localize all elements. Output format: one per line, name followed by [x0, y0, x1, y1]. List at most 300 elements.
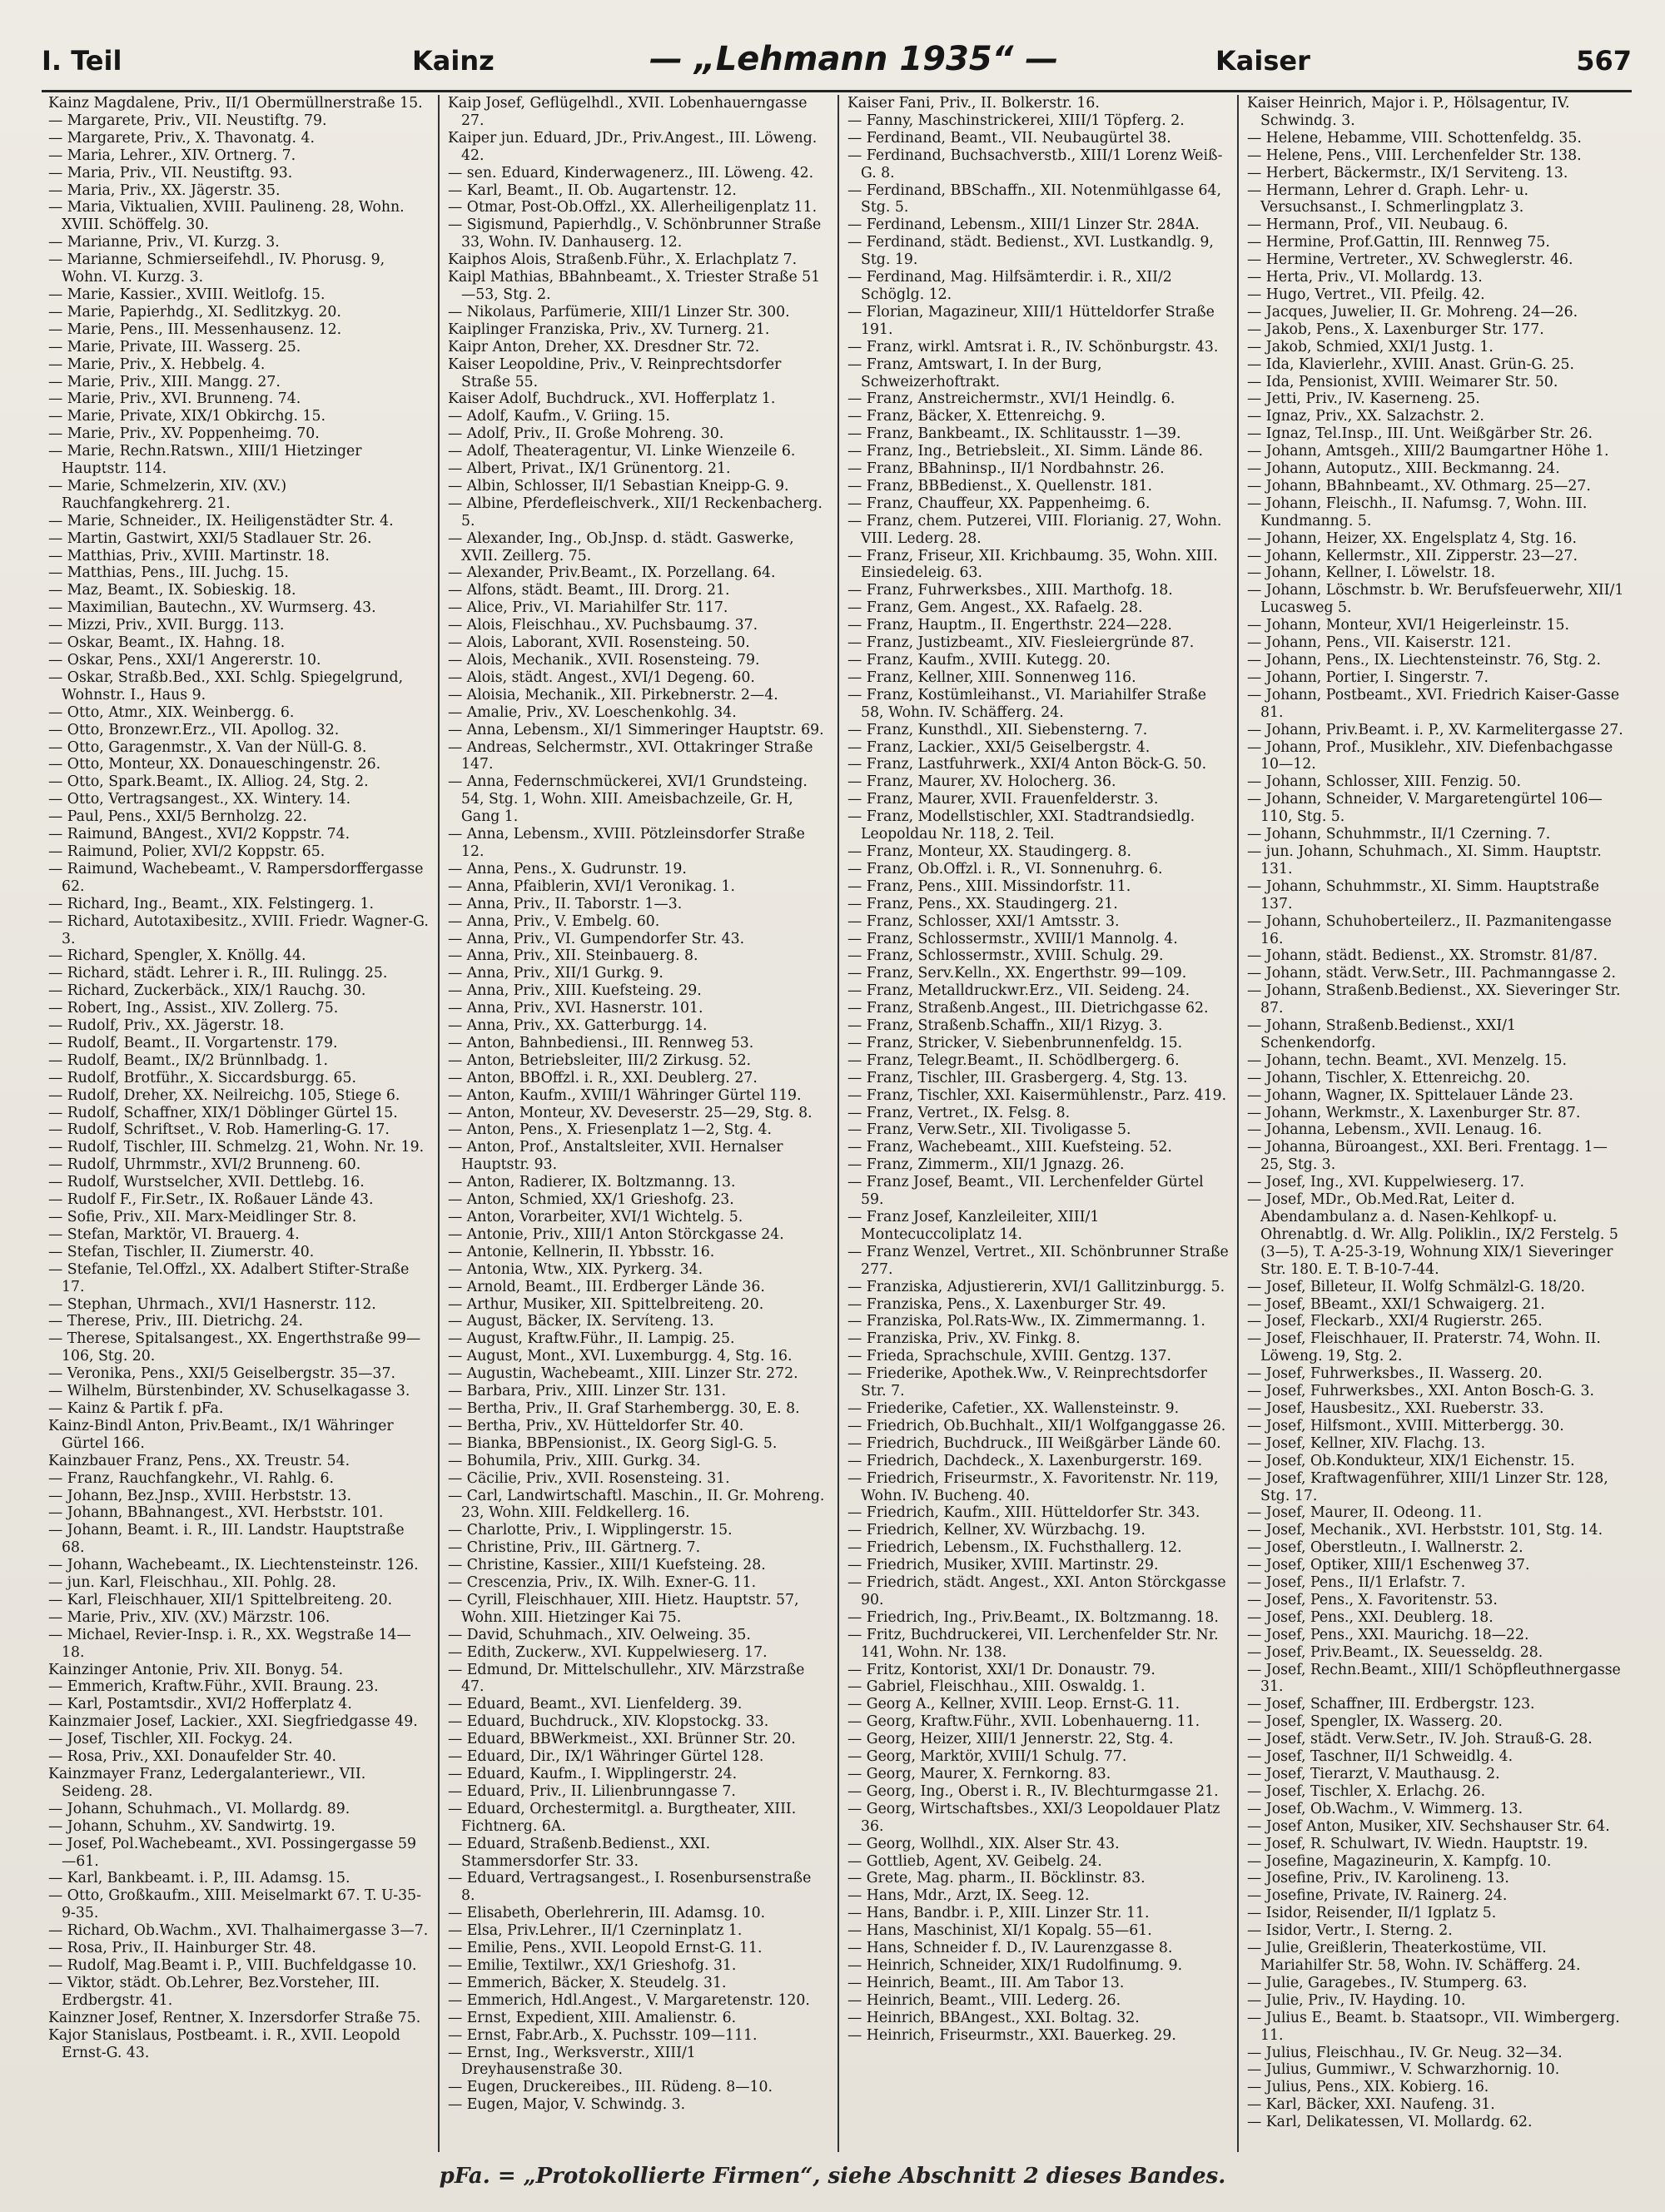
directory-entry: — Franz, Ing., Betriebsleit., XI. Simm. Lände 86.: [847, 443, 1203, 460]
directory-entry: — Bertha, Priv., II. Graf Starhembergg. 30, E. 8.: [448, 1399, 800, 1417]
directory-entry: — Ferdinand, Buchsachverstb., XIII/1 Lorenz Weiß-G. 8.: [847, 147, 1223, 181]
directory-entry: — Matthias, Pens., III. Juchg. 15.: [48, 564, 289, 582]
directory-entry: — Otto, Garagenmstr., X. Van der Nüll-G. 8.: [48, 738, 367, 756]
directory-entry: — Ferdinand, BBSchaffn., XII. Notenmühlgasse 64, Stg. 5.: [847, 181, 1221, 216]
directory-entry: — Josef, Schaffner, III. Erdbergstr. 123.: [1247, 1696, 1535, 1713]
directory-entry: — Johann, Postbeamt., XVI. Friedrich Kaiser-Gasse 81.: [1247, 686, 1620, 721]
directory-entry: — Michael, Revier-Insp. i. R., XX. Wegstraße 14—18.: [48, 1626, 411, 1661]
directory-entry: — jun. Johann, Schuhmach., XI. Simm. Hauptstr. 131.: [1247, 843, 1602, 877]
directory-entry: — Anton, Betriebsleiter, III/2 Zirkusg. 52.: [448, 1051, 752, 1069]
directory-entry: — Franz, Anstreichermstr., XVI/1 Heindlg. 6.: [847, 390, 1175, 408]
directory-entry: — Rudolf, Beamt., IX/2 Brünnlbadg. 1.: [48, 1051, 328, 1069]
directory-entry: — Emmerich, Kraftw.Führ., XVII. Braung. 23.: [48, 1678, 379, 1696]
directory-entry: — Franz, Chauffeur, XX. Pappenheimg. 6.: [847, 495, 1151, 512]
directory-entry: — Georg, Kraftw.Führ., XVII. Lobenhauerng. 11.: [847, 1713, 1200, 1731]
directory-entry: — Margarete, Priv., VII. Neustiftg. 79.: [48, 112, 327, 129]
directory-entry: — Maria, Viktualien, XVIII. Paulineng. 28, Wohn. XVIII. Schöffelg. 30.: [48, 199, 405, 234]
directory-entry: — Bohumila, Priv., XIII. Gurkg. 34.: [448, 1452, 701, 1469]
directory-entry: — Stefan, Marktör, VI. Brauerg. 4.: [48, 1225, 300, 1243]
page-number: 567: [1576, 45, 1632, 77]
directory-entry: — Rudolf, Tischler, III. Schmelzg. 21, Wohn. Nr. 19.: [48, 1139, 425, 1156]
directory-entry: — Franz, Justizbeamt., XIV. Fiesleiergründe 87.: [847, 634, 1195, 652]
directory-entry: — Antonie, Kellnerin, II. Ybbsstr. 16.: [448, 1243, 715, 1260]
directory-entry: Kainz-Bindl Anton, Priv.Beamt., IX/1 Währinger Gürtel 166.: [48, 1417, 394, 1452]
directory-entry: — Nikolaus, Parfümerie, XIII/1 Linzer Str. 300.: [448, 303, 790, 321]
directory-entry: — Julie, Greißlerin, Theaterkostüme, VII. Mariahilfer Str. 58, Wohn. IV. Schäfferg. 24.: [1247, 1940, 1581, 1974]
directory-columns: [40, 95, 1637, 2152]
directory-entry: — Adolf, Kaufm., V. Griing. 15.: [448, 408, 670, 425]
directory-entry: — Johann, Monteur, XVI/1 Heigerleinstr. 15.: [1247, 617, 1570, 634]
directory-entry: — Julius E., Beamt. b. Staatsopr., VII. Wimbergerg. 11.: [1247, 2009, 1620, 2044]
directory-entry: — Franz, Tischler, XXI. Kaisermühlenstr., Parz. 419.: [847, 1086, 1227, 1104]
directory-entry: Kaiper jun. Eduard, JDr., Priv.Angest., III. Löweng. 42.: [448, 129, 818, 164]
directory-entry: Kainzbauer Franz, Pens., XX. Treustr. 54.: [48, 1452, 350, 1469]
directory-entry: — Heinrich, Schneider, XIX/1 Rudolfinumg. 9.: [847, 1956, 1183, 1974]
directory-entry: — Franz, Telegr.Beamt., II. Schödlbergerg. 6.: [847, 1051, 1180, 1069]
directory-entry: — Fritz, Kontorist, XXI/1 Dr. Donaustr. 79.: [847, 1661, 1156, 1678]
directory-entry: — Johann, Portier, I. Singerstr. 7.: [1247, 669, 1489, 686]
directory-entry: — Johann, BBahnangest., XVI. Herbststr. 101.: [48, 1504, 384, 1522]
directory-entry: — Arthur, Musiker, XII. Spittelbreiteng. 20.: [448, 1295, 764, 1313]
directory-entry: — Franz, Kunsthdl., XII. Siebensterng. 7.: [847, 721, 1148, 738]
directory-entry: — Josef, Tischler, XII. Fockyg. 24.: [48, 1731, 293, 1748]
directory-entry: — Josef, BBeamt., XXI/1 Schwaigerg. 21.: [1247, 1295, 1545, 1313]
directory-entry: — Franz, Rauchfangkehr., VI. Rahlg. 6.: [48, 1469, 334, 1487]
directory-entry: — Antonie, Priv., XIII/1 Anton Störckgasse 24.: [448, 1225, 784, 1243]
directory-entry: — Johann, Fleischh., II. Nafumsg. 7, Wohn. III. Kundmanng. 5.: [1247, 495, 1588, 529]
directory-entry: Kainzmayer Franz, Ledergalanteriewr., VII. Seideng. 28.: [48, 1766, 366, 1800]
directory-entry: — Franz, chem. Putzerei, VIII. Florianig. 27, Wohn. VIII. Lederg. 28.: [847, 512, 1222, 547]
directory-entry: — August, Mont., XVI. Luxemburgg. 4, Stg. 16.: [448, 1348, 793, 1365]
directory-entry: — Josef, Pens., II/1 Erlafstr. 7.: [1247, 1574, 1466, 1592]
directory-entry: — Johann, Amtsgeh., XIII/2 Baumgartner Höhe 1.: [1247, 443, 1609, 460]
directory-entry: — Elisabeth, Oberlehrerin, III. Adamsg. 10.: [448, 1905, 766, 1922]
column-3: [839, 95, 1239, 2152]
directory-entry: — Franz, Pens., XIII. Missindorfstr. 11.: [847, 877, 1131, 895]
directory-entry: — Maria, Priv., XX. Jägerstr. 35.: [48, 181, 281, 199]
directory-entry: — Franz, Metalldruckwr.Erz., VII. Seideng. 24.: [847, 982, 1190, 1000]
directory-entry: — Richard, Autotaxibesitz., XVIII. Friedr. Wagner-G. 3.: [48, 912, 429, 947]
directory-entry: — Hans, Maschinist, XI/1 Kopalg. 55—61.: [847, 1922, 1152, 1940]
directory-entry: — Josef, Hilfsmont., XVIII. Mitterbergg. 30.: [1247, 1417, 1564, 1434]
directory-entry: — Georg, Marktör, XVIII/1 Schulg. 77.: [847, 1748, 1127, 1766]
directory-entry: — Anna, Priv., XIII. Kuefsteing. 29.: [448, 982, 702, 1000]
directory-entry: — Georg A., Kellner, XVIII. Leop. Ernst-G. 11.: [847, 1696, 1180, 1713]
directory-entry: — Eduard, Dir., IX/1 Währinger Gürtel 128.: [448, 1748, 764, 1766]
directory-entry: — Franz, Tischler, III. Grasbergerg. 4, Stg. 13.: [847, 1069, 1188, 1086]
directory-entry: — Anna, Priv., XVI. Hasnerstr. 101.: [448, 1000, 703, 1017]
directory-entry: Kainzner Josef, Rentner, X. Inzersdorfer Straße 75.: [48, 2009, 421, 2026]
directory-entry: — Marianne, Schmierseifehdl., IV. Phorusg. 9, Wohn. VI. Kurzg. 3.: [48, 251, 385, 286]
directory-entry: — Johann, Schuhoberteilerz., II. Pazmanitengasse 16.: [1247, 912, 1612, 947]
directory-entry: — Augustin, Wachebeamt., XIII. Linzer Str. 272.: [448, 1365, 798, 1383]
directory-entry: — Alois, Fleischhau., XV. Puchsbaumg. 37.: [448, 617, 758, 634]
directory-entry: — Marie, Priv., X. Hebbelg. 4.: [48, 355, 266, 373]
directory-entry: — Anna, Priv., V. Embelg. 60.: [448, 912, 660, 930]
directory-entry: Kajor Stanislaus, Postbeamt. i. R., XVII. Leopold Ernst-G. 43.: [48, 2026, 400, 2061]
directory-entry: — Rosa, Priv., II. Hainburger Str. 48.: [48, 1940, 316, 1957]
directory-entry: — Isidor, Reisender, II/1 Igplatz 5.: [1247, 1905, 1497, 1922]
directory-entry: — Georg, Wollhdl., XIX. Alser Str. 43.: [847, 1835, 1120, 1852]
directory-entry: — Gottlieb, Agent, XV. Geibelg. 24.: [847, 1852, 1102, 1870]
directory-entry: — Alois, Laborant, XVII. Rosensteing. 50.: [448, 634, 750, 652]
directory-entry: — Josef, MDr., Ob.Med.Rat, Leiter d. Abendambulanz a. d. Nasen-Kehlkopf- u. Ohrenabtlg. d. Wr. Allg. Poliklin., IX/2 Ferstelg. 5 (3—5), T. A-25-3-19, Wohnung XIX/1 Sieveringer Str. 180. E. T. B-10-7-44.: [1247, 1191, 1618, 1278]
directory-entry: — Emmerich, Bäcker, X. Steudelg. 31.: [448, 1974, 727, 1991]
directory-entry: — Anna, Pfaiblerin, XVI/1 Veronikag. 1.: [448, 877, 736, 895]
directory-entry: — Rosa, Priv., XXI. Donaufelder Str. 40.: [48, 1748, 337, 1766]
directory-entry: — Johann, Schuhmmstr., XI. Simm. Hauptstraße 137.: [1247, 877, 1600, 912]
directory-entry: — Franz, Vertret., IX. Felsg. 8.: [847, 1104, 1071, 1121]
directory-entry: — August, Kraftw.Führ., II. Lampig. 25.: [448, 1330, 735, 1348]
directory-entry: — Marie, Kassier., XVIII. Weitlofg. 15.: [48, 286, 326, 303]
left-running-name: Kainz: [412, 45, 495, 77]
directory-entry: Kaiser Adolf, Buchdruck., XVI. Hofferplatz 1.: [448, 390, 776, 408]
directory-entry: — Josef, Fleischhauer, II. Praterstr. 74, Wohn. II. Löweng. 19, Stg. 2.: [1247, 1330, 1601, 1365]
directory-entry: Kaiser Fani, Priv., II. Bolkerstr. 16.: [847, 95, 1100, 112]
directory-entry: — Rudolf, Schriftset., V. Rob. Hamerling-G. 17.: [48, 1121, 390, 1139]
directory-entry: — Franz, Bäcker, X. Ettenreichg. 9.: [847, 408, 1106, 425]
directory-entry: — Franziska, Priv., XV. Finkg. 8.: [847, 1330, 1081, 1348]
directory-entry: — Eugen, Major, V. Schwindg. 3.: [448, 2096, 686, 2114]
directory-entry: — Franz, Straßenb.Schaffn., XII/1 Rizyg. 3.: [847, 1017, 1163, 1035]
directory-entry: — Stefanie, Tel.Offzl., XX. Adalbert Stifter-Straße 17.: [48, 1260, 410, 1295]
directory-entry: — Hugo, Vertret., VII. Pfeilg. 42.: [1247, 286, 1485, 303]
directory-entry: — Frieda, Sprachschule, XVIII. Gentzg. 137.: [847, 1348, 1171, 1365]
directory-entry: — Wilhelm, Bürstenbinder, XV. Schuselkagasse 3.: [48, 1383, 410, 1400]
directory-entry: — Rudolf, Brotführ., X. Siccardsburgg. 65.: [48, 1069, 357, 1086]
directory-entry: — Franziska, Adjustiererin, XVI/1 Gallitzinburgg. 5.: [847, 1278, 1225, 1295]
directory-entry: — Josef, Rechn.Beamt., XIII/1 Schöpfleuthnergasse 31.: [1247, 1661, 1621, 1696]
directory-entry: — Johann, Schlosser, XIII. Fenzig. 50.: [1247, 773, 1522, 791]
directory-entry: — Jakob, Schmied, XXI/1 Justg. 1.: [1247, 338, 1494, 355]
directory-entry: — Rudolf, Dreher, XX. Neilreichg. 105, Stiege 6.: [48, 1086, 400, 1104]
directory-entry: — Marianne, Priv., VI. Kurzg. 3.: [48, 234, 280, 251]
directory-entry: — Franz, BBahninsp., II/1 Nordbahnstr. 26.: [847, 460, 1165, 478]
directory-entry: — Hans, Bandbr. i. P., XIII. Linzer Str. 11.: [847, 1905, 1150, 1922]
directory-entry: — Fanny, Maschinstrickerei, XIII/1 Töpferg. 2.: [847, 112, 1185, 129]
directory-entry: — August, Bäcker, IX. Servíteng. 13.: [448, 1313, 714, 1330]
directory-entry: — Johann, Straßenb.Bedienst., XX. Sieveringer Str. 87.: [1247, 982, 1621, 1017]
directory-entry: — Anton, Kaufm., XVIII/1 Währinger Gürtel 119.: [448, 1086, 802, 1104]
directory-entry: — Franz, Gem. Angest., XX. Rafaelg. 28.: [847, 599, 1143, 617]
directory-entry: — Anna, Lebensm., XVIII. Pötzleinsdorfer Straße 12.: [448, 826, 805, 860]
directory-entry: — Josef, Fleckarb., XXI/4 Rugierstr. 265.: [1247, 1313, 1543, 1330]
directory-entry: — Ida, Klavierlehr., XVIII. Anast. Grün-G. 25.: [1247, 355, 1574, 373]
directory-entry: — Josef, Ob.Wachm., V. Wimmerg. 13.: [1247, 1800, 1523, 1817]
directory-entry: — Franz, Schlossermstr., XVIII. Schulg. 29.: [847, 947, 1164, 965]
directory-entry: — Heinrich, Beamt., III. Am Tabor 13.: [847, 1974, 1125, 1991]
directory-entry: — Julius, Pens., XIX. Kobierg. 16.: [1247, 2079, 1489, 2096]
directory-entry: — Herta, Priv., VI. Mollardg. 13.: [1247, 269, 1483, 286]
directory-entry: — Hermann, Prof., VII. Neubaug. 6.: [1247, 216, 1508, 234]
directory-entry: — Anna, Priv., II. Taborstr. 1—3.: [448, 895, 683, 912]
directory-entry: — Alice, Priv., VI. Mariahilfer Str. 117.: [448, 599, 728, 617]
directory-entry: — Martin, Gastwirt, XXI/5 Stadlauer Str. 26.: [48, 529, 372, 547]
directory-entry: — Josef, Fuhrwerksbes., XXI. Anton Bosch-G. 3.: [1247, 1383, 1595, 1400]
directory-entry: — Marie, Private, XIX/1 Obkirchg. 15.: [48, 408, 326, 425]
directory-entry: — Anna, Pens., X. Gudrunstr. 19.: [448, 860, 687, 877]
column-1: [40, 95, 440, 2152]
directory-entry: — Charlotte, Priv., I. Wipplingerstr. 15.: [448, 1522, 733, 1539]
directory-entry: — Marie, Pens., III. Messenhausenz. 12.: [48, 321, 342, 338]
directory-entry: — Franz, wirkl. Amtsrat i. R., IV. Schönburgstr. 43.: [847, 338, 1219, 355]
directory-entry: — Josef, Tierarzt, V. Mauthausg. 2.: [1247, 1766, 1500, 1782]
directory-entry: — sen. Eduard, Kinderwagenerz., III. Löweng. 42.: [448, 164, 814, 181]
directory-entry: — Raimund, Polier, XVI/2 Koppstr. 65.: [48, 843, 326, 860]
directory-entry: — Friedrich, Dachdeck., X. Laxenburgerstr. 169.: [847, 1452, 1203, 1469]
directory-entry: — Richard, Zuckerbäck., XIX/1 Rauchg. 30.: [48, 982, 366, 1000]
directory-entry: — Albine, Pferdefleischverk., XII/1 Reckenbacherg. 5.: [448, 495, 823, 529]
directory-entry: — Franz, Hauptm., II. Engerthstr. 224—228.: [847, 617, 1172, 634]
directory-entry: — Franz Wenzel, Vertret., XII. Schönbrunner Straße 277.: [847, 1243, 1229, 1278]
directory-entry: — Eduard, BBWerkmeist., XXI. Brünner Str. 20.: [448, 1731, 796, 1748]
directory-entry: — Friedrich, Buchdruck., III Weißgärber Lände 60.: [847, 1434, 1221, 1452]
directory-entry: — Hans, Schneider f. D., IV. Laurenzgasse 8.: [847, 1940, 1173, 1957]
directory-entry: — Friedrich, Lebensm., IX. Fuchsthallerg. 12.: [847, 1539, 1182, 1557]
directory-entry: — Franz, Bankbeamt., IX. Schlitausstr. 1—39.: [847, 425, 1181, 443]
directory-entry: — Franz, BBBedienst., X. Quellenstr. 181.: [847, 477, 1152, 495]
directory-entry: — Franz, Verw.Setr., XII. Tivoligasse 5.: [847, 1121, 1131, 1139]
directory-entry: — Johann, Schneider, V. Margaretengürtel 106—110, Stg. 5.: [1247, 791, 1603, 826]
directory-entry: Kainzinger Antonie, Priv. XII. Bonyg. 54.: [48, 1661, 344, 1678]
directory-entry: — Franz, Wachebeamt., XIII. Kuefsteing. 52.: [847, 1139, 1172, 1156]
directory-entry: — Franz, Fuhrwerksbes., XIII. Marthofg. 18.: [847, 582, 1173, 599]
directory-entry: — Friedrich, Musiker, XVIII. Martinstr. 29.: [847, 1557, 1159, 1574]
directory-entry: — Richard, Ing., Beamt., XIX. Felstingerg. 1.: [48, 895, 375, 912]
directory-entry: — Franz, Zimmerm., XII/1 Jgnazg. 26.: [847, 1156, 1125, 1174]
directory-entry: — Alexander, Priv.Beamt., IX. Porzellang. 64.: [448, 564, 776, 582]
directory-entry: — Albin, Schlosser, II/1 Sebastian Kneipp-G. 9.: [448, 477, 789, 495]
directory-entry: — Josef, Optiker, XIII/1 Eschenweg 37.: [1247, 1557, 1530, 1574]
directory-entry: — Franziska, Pens., X. Laxenburger Str. 49.: [847, 1295, 1166, 1313]
directory-entry: — Crescenzia, Priv., IX. Wilh. Exner-G. 11.: [448, 1574, 757, 1592]
directory-entry: — Rudolf, Priv., XX. Jägerstr. 18.: [48, 1017, 285, 1035]
directory-entry: — Maria, Priv., VII. Neustiftg. 93.: [48, 164, 293, 181]
directory-entry: — Franz, Schlossermstr., XVIII/1 Mannolg. 4.: [847, 930, 1178, 947]
column-2: [440, 95, 839, 2152]
directory-entry: — Johann, Autoputz., XIII. Beckmanng. 24.: [1247, 460, 1560, 478]
directory-entry: — Johann, Heizer, XX. Engelsplatz 4, Stg. 16.: [1247, 529, 1578, 547]
directory-entry: — Marie, Schneider., IX. Heiligenstädter Str. 4.: [48, 512, 394, 529]
directory-entry: — Aloisia, Mechanik., XII. Pirkebnerstr. 2—4.: [448, 686, 778, 703]
directory-entry: — Franz Josef, Kanzleileiter, XIII/1 Montecuccoliplatz 14.: [847, 1209, 1100, 1243]
directory-entry: — Oskar, Straßb.Bed., XXI. Schlg. Spiegelgrund, Wohnstr. I., Haus 9.: [48, 669, 404, 703]
directory-entry: — Johann, Kellermstr., XII. Zipperstr. 23—27.: [1247, 547, 1578, 564]
directory-entry: — Franz, Schlosser, XXI/1 Amtsstr. 3.: [847, 912, 1120, 930]
directory-entry: — Marie, Schmelzerin, XIV. (XV.) Rauchfangkehrerg. 21.: [48, 477, 287, 512]
directory-entry: — Josef, R. Schulwart, IV. Wiedn. Hauptstr. 19.: [1247, 1835, 1588, 1852]
directory-title: — „Lehmann 1935“ —: [649, 40, 1059, 78]
directory-entry: — Georg, Wirtschaftsbes., XXI/3 Leopoldauer Platz 36.: [847, 1800, 1220, 1835]
directory-entry: — Hermine, Prof.Gattin, III. Rennweg 75.: [1247, 234, 1550, 251]
directory-entry: — Franziska, Pol.Rats-Ww., IX. Zimmermanng. 1.: [847, 1313, 1205, 1330]
directory-entry: — Cyrill, Fleischhauer, XIII. Hietz. Hauptstr. 57, Wohn. XIII. Hietzinger Kai 75.: [448, 1591, 799, 1626]
directory-entry: — Karl, Fleischhauer, XII/1 Spittelbreiteng. 20.: [48, 1591, 393, 1608]
directory-entry: — Albert, Privat., IX/1 Grünentorg. 21.: [448, 460, 731, 478]
directory-entry: — Josefine, Priv., IV. Karolineng. 13.: [1247, 1870, 1509, 1887]
directory-entry: — Georg, Heizer, XIII/1 Jennerstr. 22, Stg. 4.: [847, 1731, 1174, 1748]
directory-entry: — Robert, Ing., Assist., XIV. Zollerg. 75.: [48, 1000, 339, 1017]
directory-entry: — Cäcilie, Priv., XVII. Rosensteing. 31.: [448, 1469, 730, 1487]
directory-entry: — Jetti, Priv., IV. Kaserneng. 25.: [1247, 390, 1480, 408]
column-4: [1239, 95, 1637, 2152]
directory-entry: — Oskar, Pens., XXI/1 Angererstr. 10.: [48, 652, 321, 669]
directory-entry: — Josef, Kraftwagenführer, XIII/1 Linzer Str. 128, Stg. 17.: [1247, 1469, 1608, 1504]
directory-entry: — Ernst, Expedient, XIII. Amalienstr. 6.: [448, 2009, 737, 2026]
directory-entry: — Josef, Oberstleutn., I. Wallnerstr. 2.: [1247, 1539, 1523, 1557]
directory-entry: — Maria, Lehrer., XIV. Ortnerg. 7.: [48, 147, 296, 164]
directory-entry: — Anna, Priv., XX. Gatterburgg. 14.: [448, 1017, 708, 1035]
directory-entry: — Jakob, Pens., X. Laxenburger Str. 177.: [1247, 321, 1544, 338]
directory-entry: — Rudolf, Wurstselcher, XVII. Dettlebg. 16.: [48, 1174, 365, 1191]
directory-entry: — Josef, Pens., XXI. Deublerg. 18.: [1247, 1608, 1494, 1626]
directory-entry: — Johann, Pens., IX. Liechtensteinstr. 76, Stg. 2.: [1247, 652, 1601, 669]
directory-entry: — Anna, Priv., XII/1 Gurkg. 9.: [448, 965, 664, 982]
directory-entry: — Johann, Löschmstr. b. Wr. Berufsfeuerwehr, XII/1 Lucasweg 5.: [1247, 582, 1624, 617]
directory-entry: — Otto, Monteur, XX. Donaueschingenstr. 26.: [48, 756, 381, 773]
directory-entry: Kaiplinger Franziska, Priv., XV. Turnerg. 21.: [448, 321, 770, 338]
directory-entry: — Emilie, Textilwr., XX/1 Grieshofg. 31.: [448, 1956, 737, 1974]
directory-entry: — Eduard, Straßenb.Bedienst., XXI. Stammersdorfer Str. 33.: [448, 1835, 711, 1870]
directory-entry: — Rudolf F., Fir.Setr., IX. Roßauer Lände 43.: [48, 1191, 374, 1209]
directory-entry: — Kainz & Partik f. pFa.: [48, 1399, 224, 1417]
directory-entry: — Josef, Pol.Wachebeamt., XVI. Possingergasse 59—61.: [48, 1835, 417, 1870]
directory-entry: — Elsa, Priv.Lehrer., II/1 Czerninplatz 1.: [448, 1922, 743, 1940]
directory-entry: — Adolf, Theateragentur, VI. Linke Wienzeile 6.: [448, 443, 796, 460]
directory-entry: — Johann, Straßenb.Bedienst., XXI/1 Schenkendorfg.: [1247, 1017, 1517, 1051]
directory-entry: — Karl, Bankbeamt. i. P., III. Adamsg. 15.: [48, 1870, 350, 1887]
directory-entry: — Amalie, Priv., XV. Loeschenkohlg. 34.: [448, 703, 737, 721]
directory-entry: — Heinrich, Friseurmstr., XXI. Bauerkeg. 29.: [847, 2026, 1176, 2044]
directory-entry: — Marie, Priv., XIV. (XV.) Märzstr. 106.: [48, 1608, 331, 1626]
directory-entry: — Anton, Radierer, IX. Boltzmanng. 13.: [448, 1174, 736, 1191]
directory-entry: — Otto, Bronzewr.Erz., VII. Apollog. 32.: [48, 721, 340, 738]
directory-entry: — Anna, Federnschmückerei, XVI/1 Grundsteing. 54, Stg. 1, Wohn. XIII. Ameisbachzeile, Gr. H, Gang 1.: [448, 773, 808, 826]
directory-entry: — Johann, Tischler, X. Ettenreichg. 20.: [1247, 1069, 1531, 1086]
directory-entry: — Fritz, Buchdruckerei, VII. Lerchenfelder Str. Nr. 141, Wohn. Nr. 138.: [847, 1626, 1219, 1661]
directory-entry: — Matthias, Priv., XVIII. Martinstr. 18.: [48, 547, 330, 564]
directory-entry: — Friedrich, Friseurmstr., X. Favoritenstr. Nr. 119, Wohn. IV. Bucheng. 40.: [847, 1469, 1219, 1504]
directory-entry: — Oskar, Beamt., IX. Hahng. 18.: [48, 634, 286, 652]
page-header: [42, 40, 1632, 92]
directory-entry: Kaip Josef, Geflügelhdl., XVII. Lobenhauerngasse 27.: [448, 95, 808, 129]
directory-entry: — Josefine, Private, IV. Rainerg. 24.: [1247, 1887, 1508, 1905]
directory-entry: Kaiphos Alois, Straßenb.Führ., X. Erlachplatz 7.: [448, 251, 798, 269]
directory-entry: — Therese, Priv., III. Dietrichg. 24.: [48, 1313, 303, 1330]
directory-entry: — Friedrich, Ing., Priv.Beamt., IX. Boltzmanng. 18.: [847, 1608, 1219, 1626]
directory-entry: — Isidor, Vertr., I. Sterng. 2.: [1247, 1922, 1453, 1940]
directory-entry: — Franz, Maurer, XV. Holocherg. 36.: [847, 773, 1116, 791]
directory-entry: — Anton, Bahnbediensi., III. Rennweg 53.: [448, 1034, 754, 1051]
directory-entry: — Johann, Wachebeamt., IX. Liechtensteinstr. 126.: [48, 1557, 419, 1574]
directory-entry: — Franz, Pens., XX. Staudingerg. 21.: [847, 895, 1118, 912]
directory-entry: — Herbert, Bäckermstr., IX/1 Serviteng. 13.: [1247, 164, 1568, 181]
directory-entry: — Anton, BBOffzl. i. R., XXI. Deublerg. 27.: [448, 1069, 758, 1086]
directory-entry: — Josef, Maurer, II. Odeong. 11.: [1247, 1504, 1483, 1522]
directory-entry: — Josefine, Magazineurin, X. Kampfg. 10.: [1247, 1852, 1552, 1870]
directory-entry: — Josef, Priv.Beamt., IX. Seuesseldg. 28.: [1247, 1643, 1543, 1661]
directory-entry: — Friederike, Cafetier., XX. Wallensteinstr. 9.: [847, 1399, 1180, 1417]
directory-entry: — Johann, techn. Beamt., XVI. Menzelg. 15.: [1247, 1051, 1567, 1069]
directory-entry: — Christine, Kassier., XIII/1 Kuefsteing. 28.: [448, 1557, 766, 1574]
directory-entry: — Raimund, BAngest., XVI/2 Koppstr. 74.: [48, 826, 350, 843]
directory-entry: — Emilie, Pens., XVII. Leopold Ernst-G. 11.: [448, 1940, 763, 1957]
directory-entry: — Ferdinand, Beamt., VII. Neubaugürtel 38.: [847, 129, 1171, 147]
directory-entry: — Josef, Ob.Kondukteur, XIX/1 Eichenstr. 15.: [1247, 1452, 1575, 1469]
directory-entry: — Ernst, Ing., Werksverstr., XIII/1 Dreyhausenstraße 30.: [448, 2044, 696, 2079]
directory-entry: — Johanna, Büroangest., XXI. Beri. Frentagg. 1—25, Stg. 3.: [1247, 1139, 1608, 1174]
directory-entry: — Eduard, Beamt., XVI. Lienfelderg. 39.: [448, 1696, 743, 1713]
directory-entry: — Therese, Spitalsangest., XX. Engerthstraße 99—106, Stg. 20.: [48, 1330, 421, 1365]
directory-entry: — Johann, Bez.Jnsp., XVIII. Herbststr. 13.: [48, 1487, 352, 1504]
directory-entry: — Veronika, Pens., XXI/5 Geiselbergstr. 35—37.: [48, 1365, 395, 1383]
directory-entry: — Josef, Spengler, IX. Wasserg. 20.: [1247, 1713, 1503, 1731]
directory-entry: — Richard, Spengler, X. Knöllg. 44.: [48, 947, 306, 965]
directory-entry: — Maximilian, Bautechn., XV. Wurmserg. 43.: [48, 599, 376, 617]
directory-entry: — Alfons, städt. Beamt., III. Drorg. 21.: [448, 582, 730, 599]
directory-entry: Kaipr Anton, Dreher, XX. Dresdner Str. 72.: [448, 338, 760, 355]
directory-entry: — Anton, Vorarbeiter, XVI/1 Wichtelg. 5.: [448, 1209, 743, 1225]
directory-entry: — Florian, Magazineur, XIII/1 Hütteldorfer Straße 191.: [847, 303, 1215, 338]
directory-entry: — Anton, Pens., X. Friesenplatz 1—2, Stg. 4.: [448, 1121, 772, 1139]
directory-entry: — Rudolf, Uhrmmstr., XVI/2 Brunneng. 60.: [48, 1156, 361, 1174]
directory-entry: — Ignaz, Priv., XX. Salzachstr. 2.: [1247, 408, 1484, 425]
directory-entry: — Antonia, Wtw., XIX. Pyrkerg. 34.: [448, 1260, 703, 1278]
directory-entry: — Sofie, Priv., XII. Marx-Meidlinger Str. 8.: [48, 1209, 357, 1225]
directory-entry: — Ignaz, Tel.Insp., III. Unt. Weißgärber Str. 26.: [1247, 425, 1593, 443]
directory-entry: — Marie, Papierhdg., XI. Sedlitzkyg. 20.: [48, 303, 341, 321]
directory-entry: — Emmerich, Hdl.Angest., V. Margaretenstr. 120.: [448, 1991, 810, 2009]
directory-entry: — Johann, Beamt. i. R., III. Landstr. Hauptstraße 68.: [48, 1522, 405, 1557]
directory-entry: — Johann, städt. Bedienst., XX. Stromstr. 81/87.: [1247, 947, 1598, 965]
directory-entry: — Ferdinand, Mag. Hilfsämterdir. i. R., XII/2 Schöglg. 12.: [847, 269, 1172, 303]
directory-entry: — Gabriel, Fleischhau., XIII. Oswaldg. 1.: [847, 1678, 1146, 1696]
directory-entry: — Eduard, Buchdruck., XIV. Klopstockg. 33.: [448, 1713, 769, 1731]
directory-entry: — Josef, städt. Verw.Setr., IV. Joh. Strauß-G. 28.: [1247, 1731, 1593, 1748]
directory-entry: — Georg, Ing., Oberst i. R., IV. Blechturmgasse 21.: [847, 1782, 1219, 1800]
directory-entry: — Helene, Hebamme, VIII. Schottenfeldg. 35.: [1247, 129, 1582, 147]
directory-entry: — Josef, Kellner, XIV. Flachg. 13.: [1247, 1434, 1486, 1452]
directory-entry: — Anna, Priv., VI. Gumpendorfer Str. 43.: [448, 930, 745, 947]
directory-entry: — Mizzi, Priv., XVII. Burgg. 113.: [48, 617, 285, 634]
directory-entry: — Josef, Pens., X. Favoritenstr. 53.: [1247, 1591, 1498, 1608]
directory-entry: — Anna, Priv., XII. Steinbauerg. 8.: [448, 947, 698, 965]
directory-entry: — Johann, Pens., VII. Kaiserstr. 121.: [1247, 634, 1512, 652]
directory-entry: — Marie, Rechn.Ratswn., XIII/1 Hietzinger Hauptstr. 114.: [48, 443, 362, 478]
directory-entry: — Rudolf, Beamt., II. Vorgartenstr. 179.: [48, 1034, 338, 1051]
footer-note: pFa. = „Protokollierte Firmen“, siehe Abschnitt 2 dieses Bandes.: [439, 2164, 1226, 2189]
directory-entry: — Carl, Landwirtschaftl. Maschin., II. Gr. Mohreng. 23, Wohn. XIII. Feldkellerg. 16.: [448, 1487, 825, 1522]
directory-entry: — Eugen, Druckereibes., III. Rüdeng. 8—10.: [448, 2079, 773, 2096]
volume-label: I. Teil: [42, 45, 122, 77]
directory-entry: — Friedrich, Ob.Buchhalt., XII/1 Wolfganggasse 26.: [847, 1417, 1226, 1434]
directory-entry: — Friedrich, Kellner, XV. Würzbachg. 19.: [847, 1522, 1146, 1539]
directory-entry: — Johann, Schuhm., XV. Sandwirtg. 19.: [48, 1817, 335, 1835]
directory-entry: — Josef Anton, Musiker, XIV. Sechshauser Str. 64.: [1247, 1817, 1610, 1835]
directory-entry: — Richard, städt. Lehrer i. R., III. Rulingg. 25.: [48, 965, 388, 982]
directory-entry: — Josef, Tischler, X. Erlachg. 26.: [1247, 1782, 1486, 1800]
directory-entry: — Eduard, Orchestermitgl. a. Burgtheater, XIII. Fichtnerg. 6A.: [448, 1800, 797, 1835]
directory-entry: — Franz, Kaufm., XVIII. Kutegg. 20.: [847, 652, 1111, 669]
directory-entry: — Johann, Wagner, IX. Spittelauer Lände 23.: [1247, 1086, 1573, 1104]
directory-entry: — Friedrich, Kaufm., XIII. Hütteldorfer Str. 343.: [847, 1504, 1200, 1522]
directory-entry: — Raimund, Wachebeamt., V. Rampersdorffergasse 62.: [48, 860, 424, 895]
directory-entry: — Franz, Serv.Kelln., XX. Engerthstr. 99—109.: [847, 965, 1187, 982]
directory-entry: — Rudolf, Mag.Beamt i. P., VIII. Buchfeldgasse 10.: [48, 1956, 417, 1974]
directory-entry: — Julius, Gummiwr., V. Schwarzhornig. 10.: [1247, 2061, 1560, 2079]
directory-entry: Kaiser Leopoldine, Priv., V. Reinprechtsdorfer Straße 55.: [448, 355, 782, 390]
directory-entry: — Josef, Hausbesitz., XXI. Rueberstr. 33.: [1247, 1399, 1544, 1417]
